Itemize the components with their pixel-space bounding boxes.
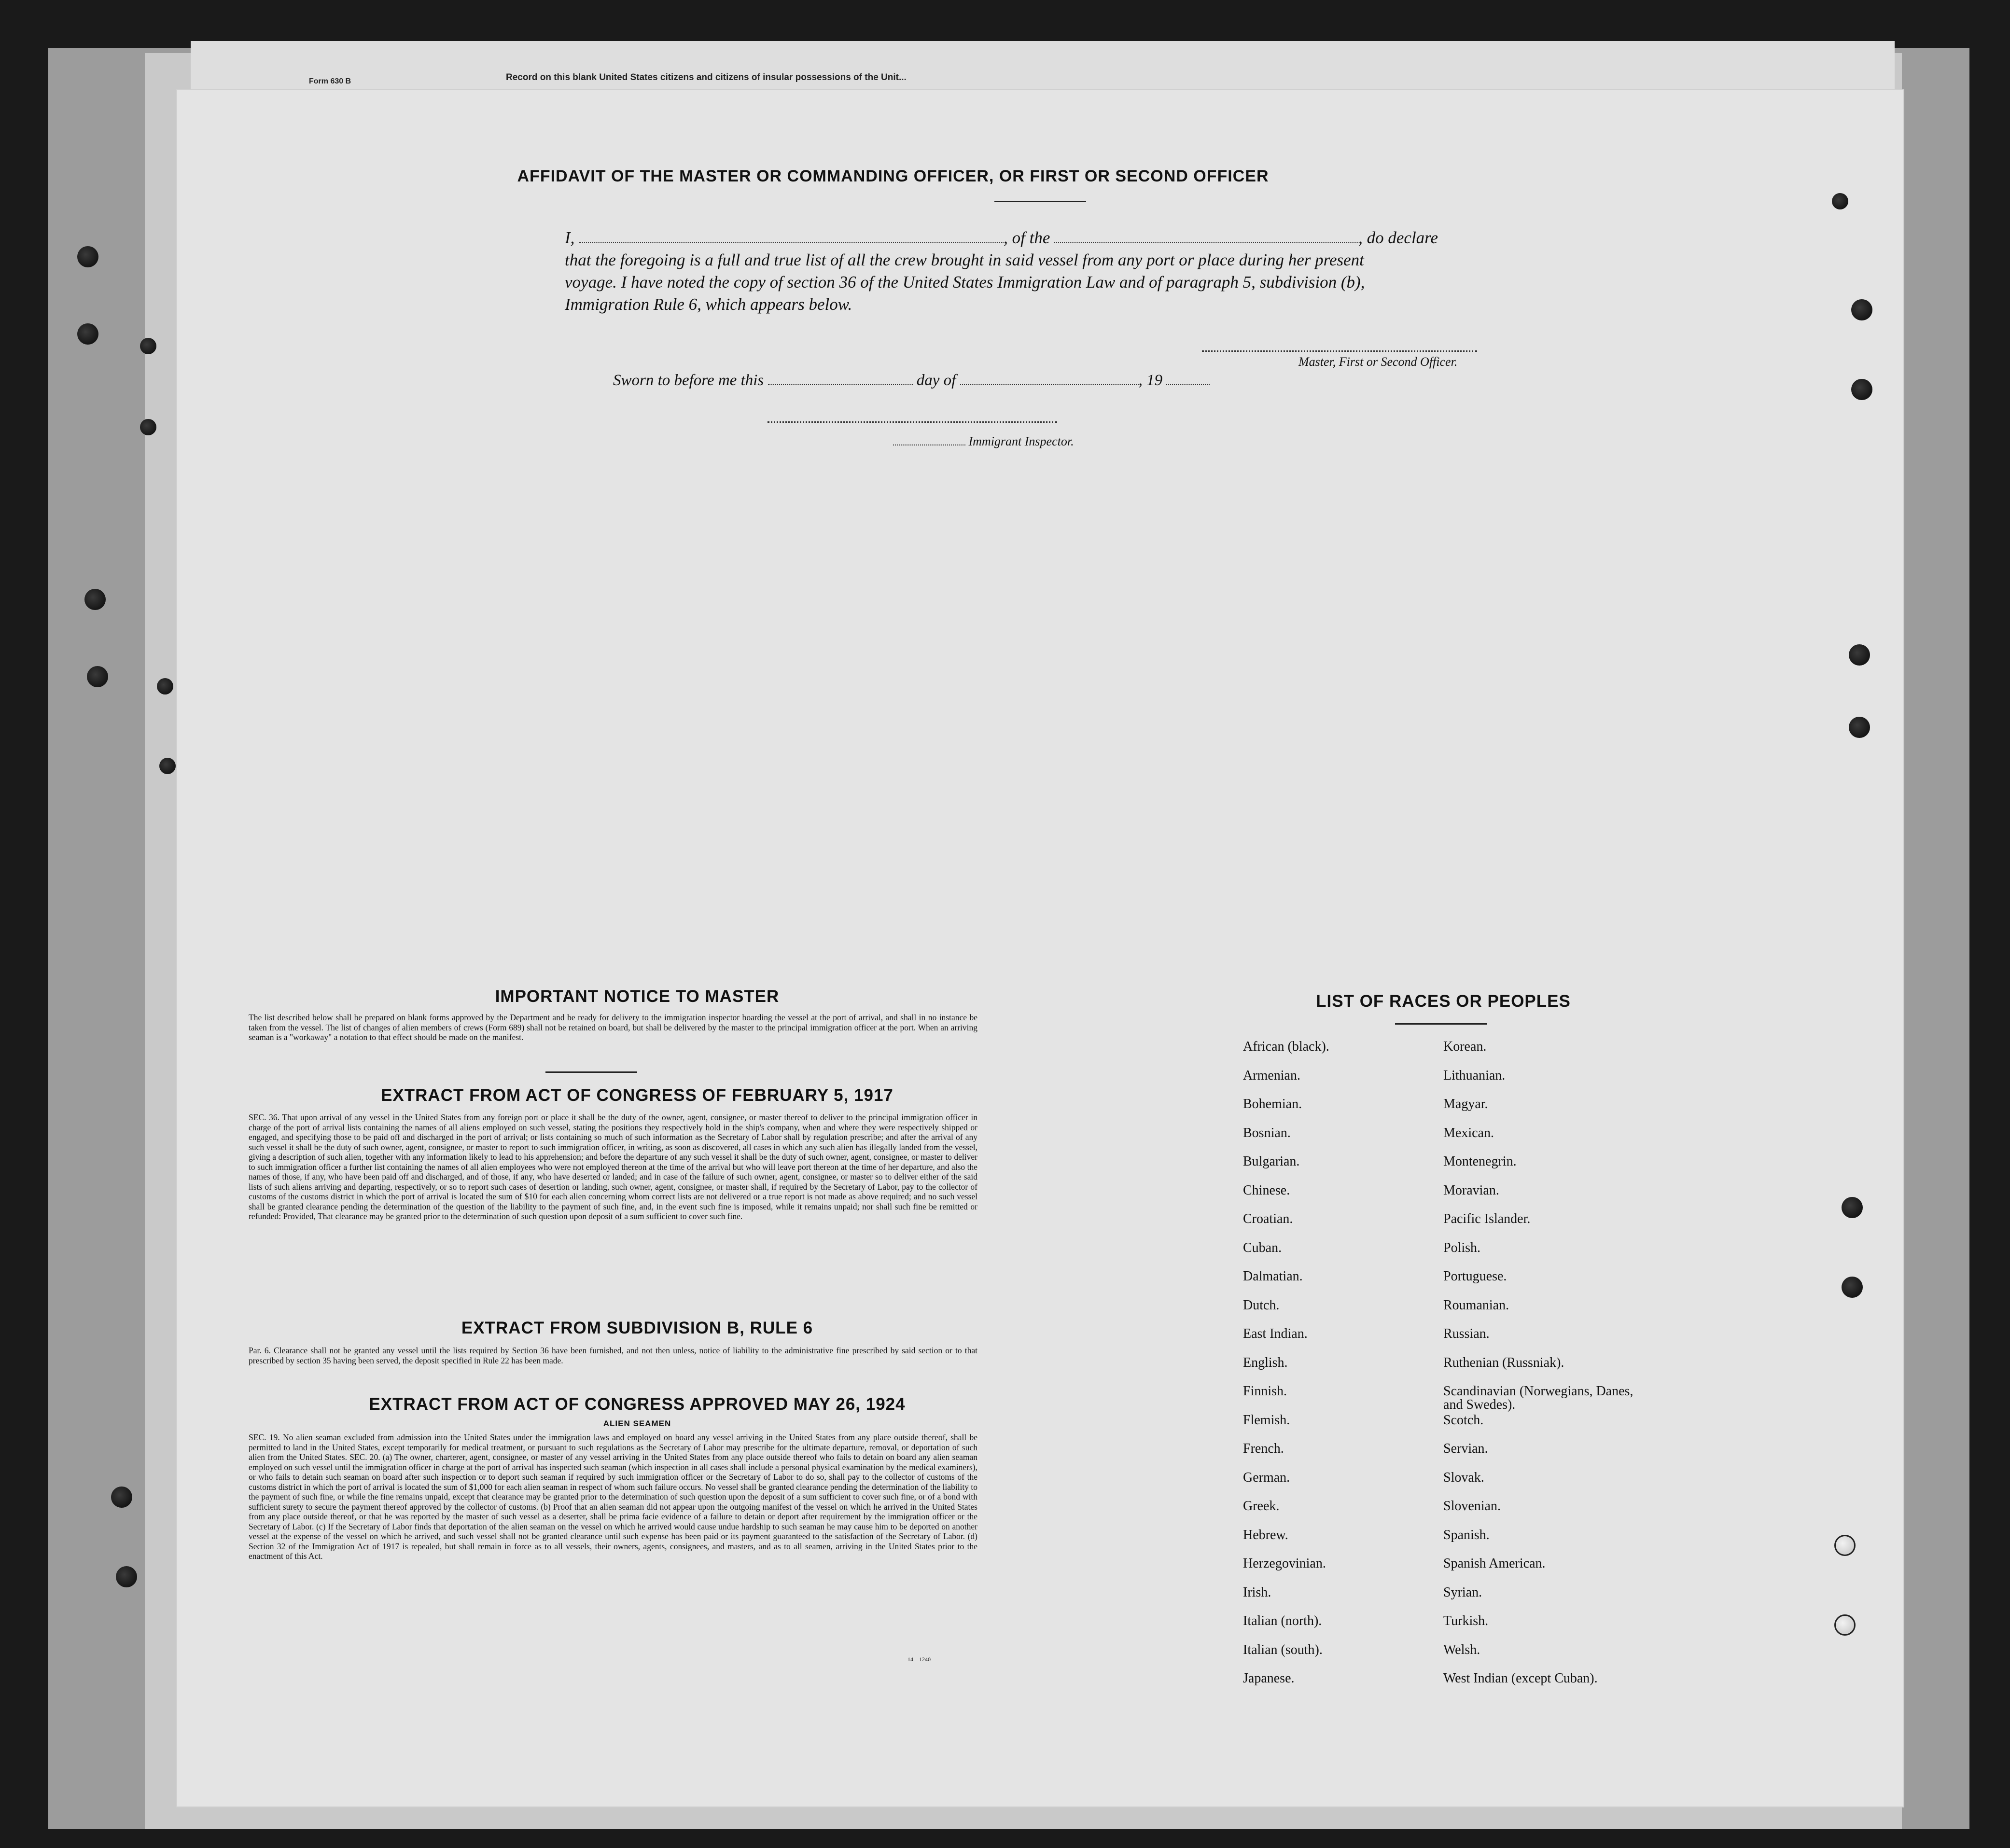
extract-1917-title: EXTRACT FROM ACT OF CONGRESS OF FEBRUARY 5, 1917	[381, 1086, 893, 1105]
race-item: Hebrew.	[1243, 1527, 1288, 1542]
binder-hole	[1832, 193, 1848, 209]
title-rule	[994, 201, 1086, 202]
race-item: Bohemian.	[1243, 1097, 1302, 1112]
binder-hole	[1842, 1277, 1863, 1298]
binder-hole	[77, 246, 98, 267]
binder-hole	[87, 666, 108, 687]
race-item: Slovak.	[1443, 1470, 1484, 1485]
race-item: Finnish.	[1243, 1384, 1287, 1399]
race-item: Herzegovinian.	[1243, 1556, 1326, 1571]
form-number: Form 630 B	[309, 77, 351, 85]
sworn-month-blank[interactable]	[960, 384, 1139, 385]
race-item: Portuguese.	[1443, 1269, 1507, 1284]
inspector-line	[893, 434, 1074, 449]
race-item: Ruthenian (Russniak).	[1443, 1355, 1564, 1370]
sworn-line	[613, 372, 1210, 389]
race-item: German.	[1243, 1470, 1290, 1485]
binder-hole	[111, 1487, 132, 1508]
inspector-blank[interactable]	[768, 421, 1057, 423]
race-item: Syrian.	[1443, 1584, 1482, 1600]
alien-seamen-subtitle: ALIEN SEAMEN	[603, 1419, 671, 1428]
affidavit-line-2: that the foregoing is a full and true list of all the crew brought in said vessel from any port or place during her present	[565, 250, 1364, 269]
race-item: Scandinavian (Norwegians, Danes, and Swedes).	[1443, 1384, 1633, 1412]
race-item: Italian (north).	[1243, 1613, 1322, 1628]
race-item: Spanish.	[1443, 1527, 1490, 1542]
day-of-label: day of	[916, 372, 956, 389]
binder-hole	[1834, 1535, 1856, 1556]
notice-rule	[545, 1071, 637, 1073]
race-item: Slovenian.	[1443, 1499, 1501, 1514]
race-item: Greek.	[1243, 1499, 1280, 1514]
binder-hole	[140, 419, 156, 435]
races-rule	[1395, 1023, 1487, 1025]
race-item: Scotch.	[1443, 1412, 1484, 1428]
race-item: Dutch.	[1243, 1297, 1280, 1313]
inspector-label: Immigrant Inspector.	[968, 434, 1074, 448]
notice-text: The list described below shall be prepared on blank forms approved by the Department and be ready for delivery to the immigration inspector boarding the vessel at the port of arrival, and shall in no instance be taken from the vessel. The list of changes of alien members of crews (Form 689) shall not be retained on board, but shall be delivered by the master to the principal immigration officer at the port. When an arriving seaman is a "workaway" a notation to that effect should be made on the manifest.	[249, 1013, 977, 1042]
sworn-label: Sworn to before me this	[613, 372, 764, 389]
race-item: French.	[1243, 1441, 1284, 1456]
top-note: Record on this blank United States citizens and citizens of insular possessions of the Unit...	[506, 72, 907, 83]
binder-hole	[1849, 644, 1870, 666]
race-item: Japanese.	[1243, 1671, 1295, 1686]
binder-hole	[77, 323, 98, 345]
race-item: West Indian (except Cuban).	[1443, 1671, 1598, 1686]
affidavit-body	[565, 227, 1535, 316]
race-item: Welsh.	[1443, 1642, 1480, 1657]
year-label: , 19	[1138, 372, 1163, 389]
affidavit-line-1	[565, 227, 1535, 249]
binder-hole	[1842, 1197, 1863, 1218]
binder-hole	[159, 758, 176, 774]
race-item: Montenegrin.	[1443, 1154, 1517, 1169]
extract-1924-title: EXTRACT FROM ACT OF CONGRESS APPROVED MAY 26, 1924	[369, 1395, 906, 1414]
race-item: East Indian.	[1243, 1326, 1308, 1341]
race-item: Bosnian.	[1243, 1125, 1291, 1140]
binder-hole	[1849, 717, 1870, 738]
i-label: I,	[565, 228, 575, 247]
extract-1924-text: SEC. 19. No alien seaman excluded from admission into the United States under the immigration laws and employed on board any vessel arriving in the United States from any place outside thereof, shall be permitted to land in the United States, except temporarily for medical treatment, or pursuant to such regulations as the Secretary of Labor may prescribe for the ultimate departure, removal, or deportation of such alien from the United States. SEC. 20. (a) The owner, charterer, agent, consignee, or master of any vessel arriving in the United States from any place outside thereof who fails to detain on board any alien seaman employed on such vessel until the immigration officer in charge at the port of arrival has inspected such seaman (which inspection in all cases shall include a personal physical examination by the medical examiners), or who fails to detain such seaman on board after such inspection or to deport such seaman if required by such immigration officer or the Secretary of Labor to do so, shall pay to the collector of customs of the customs district in which the port of arrival is located the sum of $1,000 for each alien seaman in respect of whom such failure occurs. No vessel shall be granted clearance pending the determination of the liability to the payment of such fine, or while the fine remains unpaid, except that clearance may be granted prior to the determination of such question upon the deposit of a sum sufficient to cover such fine, or of a bond with sufficient surety to secure the payment thereof approved by the collector of customs. (b) Proof that an alien seaman did not appear upon the outgoing manifest of the vessel on which he arrived in the United States from any place outside thereof, or that he was reported by the master of such vessel as a deserter, shall be prima facie evidence of a failure to detain or deport after requirement by the immigration officer or the Secretary of Labor. (c) If the Secretary of Labor finds that deportation of the alien seaman on the vessel on which he arrived would cause undue hardship to such seaman he may cause him to be deported on another vessel at the expense of the vessel on which he arrived, and such vessel shall not be granted clearance until such expense has been paid or its payment guaranteed to the satisfaction of the Secretary of Labor. (d) Section 32 of the Immigration Act of 1917 is repealed, but shall remain in force as to all vessels, their owners, agents, consignees, and masters, and as to all seamen, arriving in the United States prior to the enactment of this Act.	[249, 1432, 977, 1561]
binder-hole	[1834, 1614, 1856, 1636]
race-item: African (black).	[1243, 1039, 1329, 1054]
signature-label: Master, First or Second Officer.	[1298, 355, 1458, 369]
race-item: Dalmatian.	[1243, 1269, 1303, 1284]
race-item: Flemish.	[1243, 1412, 1290, 1428]
notice-title: IMPORTANT NOTICE TO MASTER	[495, 987, 780, 1006]
of-the-label: , of the	[1004, 228, 1050, 247]
sworn-year-blank[interactable]	[1166, 384, 1210, 385]
race-item: Chinese.	[1243, 1182, 1290, 1198]
race-item: Moravian.	[1443, 1182, 1499, 1198]
race-item: Croatian.	[1243, 1211, 1293, 1226]
race-item: English.	[1243, 1355, 1288, 1370]
races-left-column	[1243, 1040, 1436, 1701]
race-item: Korean.	[1443, 1039, 1487, 1054]
extract-1917-text: SEC. 36. That upon arrival of any vessel in the United States from any foreign port or place it shall be the duty of the owner, agent, consignee, or master thereof to deliver to the principal immigration officer in charge of the port of arrival lists containing the names of all aliens employed on such vessel, stating the positions they respectively hold in the ship's company, when and where they were respectively shipped or engaged, and specifying those to be paid off and discharged in the port of arrival; or lists containing so much of such information as the Secretary of Labor shall by regulation prescribe; and after the arrival of any such vessel it shall be the duty of such owner, agent, consignee, or master to report to such immigration officer, in writing, as soon as discovered, all cases in which any such alien has illegally landed from the vessel, giving a description of such alien, together with any information likely to lead to his apprehension; and before the departure of any such vessel it shall be the duty of such owner, agent, consignee, or master to deliver to such immigration officer a further list containing the names of all alien employees who were not employed thereon at the time of the arrival but who will leave port thereon at the time of her departure, and also the names of those, if any, who have been paid off and discharged, and of those, if any, who have deserted or landed; and in case of the failure of such owner, agent, consignee, or master so to deliver either of the said lists of such aliens arriving and departing, respectively, or so to report such cases of desertion or landing, such owner, agent, consignee, or master shall, if required by the Secretary of Labor, pay to the collector of customs of the customs district in which the port of arrival is located the sum of $10 for each alien concerning whom correct lists are not delivered or a true report is not made as above required; and no such vessel shall be granted clearance pending the determination of the question of the liability to the payment of such fine, and, in the event such fine is imposed, while it remains unpaid; nor shall such fine be remitted or refunded: Provided, That clearance may be granted prior to the determination of such question upon deposit of a sum sufficient to cover such fine.	[249, 1112, 977, 1221]
binder-hole	[140, 338, 156, 354]
race-item: Bulgarian.	[1243, 1154, 1300, 1169]
name-blank[interactable]	[579, 242, 1004, 243]
race-item: Italian (south).	[1243, 1642, 1323, 1657]
race-item: Spanish American.	[1443, 1556, 1546, 1571]
binder-hole	[116, 1566, 137, 1587]
binder-hole	[157, 678, 173, 695]
print-code: 14—1240	[907, 1656, 931, 1663]
affidavit-line-3: voyage. I have noted the copy of section 36 of the United States Immigration Law and of paragraph 5, subdivision (b),	[565, 273, 1365, 292]
rule-6-text: Par. 6. Clearance shall not be granted any vessel until the lists required by Section 36 have been furnished, and not then unless, notice of liability to the administrative fine prescribed by said section or to that prescribed by section 35 having been served, the deposit specified in Rule 22 has been made.	[249, 1346, 977, 1365]
races-title: LIST OF RACES OR PEOPLES	[1316, 992, 1571, 1011]
race-item: Irish.	[1243, 1584, 1271, 1600]
race-item: Armenian.	[1243, 1068, 1300, 1083]
inspector-prefix-dots	[893, 444, 965, 445]
binder-hole	[1851, 299, 1872, 320]
affidavit-line-4: Immigration Rule 6, which appears below.	[565, 295, 852, 314]
race-item: Lithuanian.	[1443, 1068, 1506, 1083]
affidavit-title: AFFIDAVIT OF THE MASTER OR COMMANDING OFFICER, OR FIRST OR SECOND OFFICER	[517, 167, 1269, 185]
binder-hole	[1851, 379, 1872, 400]
race-item: Magyar.	[1443, 1097, 1488, 1112]
race-item: Russian.	[1443, 1326, 1490, 1341]
race-item: Polish.	[1443, 1240, 1481, 1255]
race-item: Mexican.	[1443, 1125, 1494, 1140]
signature-blank[interactable]	[1202, 350, 1477, 352]
sworn-day-blank[interactable]	[768, 384, 913, 385]
race-item: Turkish.	[1443, 1613, 1489, 1628]
vessel-blank[interactable]	[1054, 242, 1358, 243]
race-item: Pacific Islander.	[1443, 1211, 1531, 1226]
declare-label: , do declare	[1358, 228, 1438, 247]
race-item: Servian.	[1443, 1441, 1488, 1456]
race-item: Cuban.	[1243, 1240, 1282, 1255]
races-right-column	[1443, 1040, 1646, 1701]
binder-hole	[84, 589, 106, 610]
race-item: Roumanian.	[1443, 1297, 1509, 1313]
rule-6-title: EXTRACT FROM SUBDIVISION B, RULE 6	[461, 1319, 813, 1337]
